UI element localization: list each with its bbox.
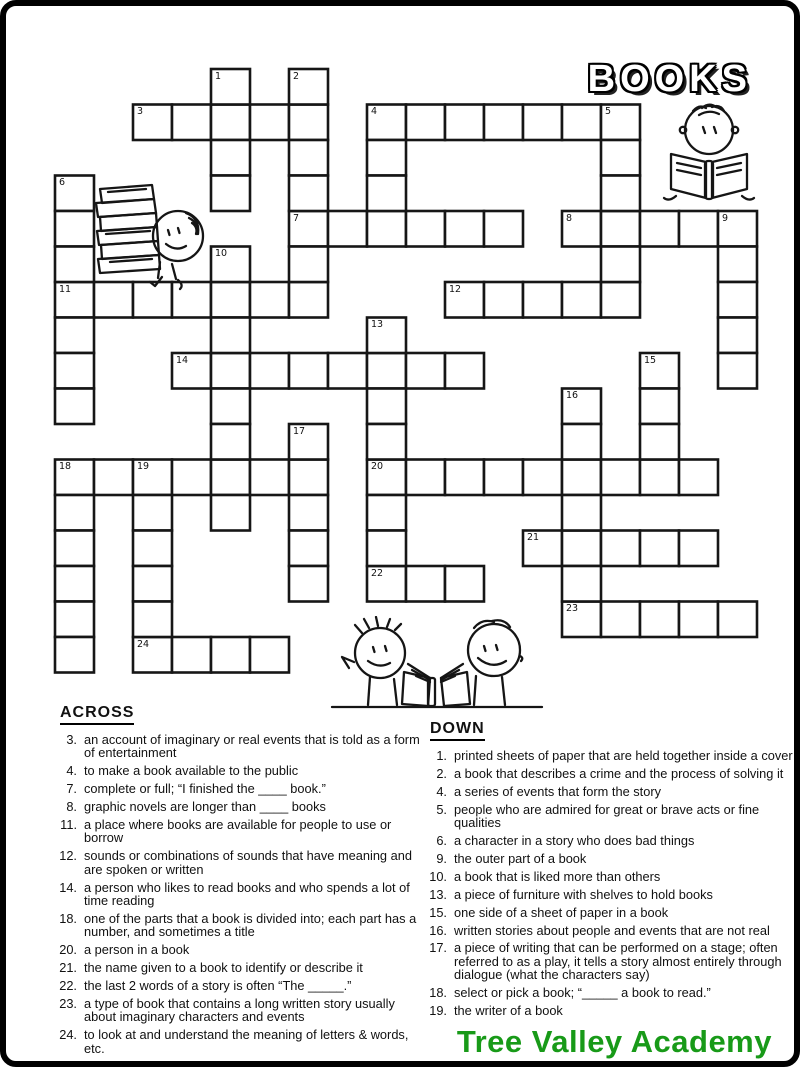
clue-item [428, 803, 796, 830]
cell-number: 18 [59, 461, 72, 472]
clue-number: 15. [429, 904, 447, 920]
grid-cell[interactable] [55, 637, 94, 673]
grid-cell[interactable] [367, 424, 406, 460]
clue-text: complete or full; “I finished the ____ book.” [84, 781, 326, 797]
clue-text: a type of book that contains a long written story usually about imaginary characters and events [84, 996, 395, 1025]
grid-cell[interactable] [718, 247, 757, 283]
grid-cell[interactable] [55, 602, 94, 638]
clue-item [58, 961, 422, 974]
grid-cell[interactable] [445, 460, 484, 496]
clue-text: a piece of furniture with shelves to hold books [454, 886, 713, 902]
down-header: DOWN [430, 721, 485, 741]
clue-number: 10. [429, 868, 447, 884]
clue-number: 24. [59, 1027, 77, 1043]
grid-cell[interactable] [289, 566, 328, 602]
grid-cell[interactable] [601, 531, 640, 567]
grid-cell[interactable] [55, 389, 94, 425]
grid-cell[interactable] [640, 531, 679, 567]
clue-item [428, 852, 796, 865]
clue-number: 11. [60, 816, 77, 832]
grid-cell[interactable] [55, 495, 94, 531]
grid-cell[interactable] [679, 531, 718, 567]
grid-cell[interactable] [172, 460, 211, 496]
clue-number: 3. [66, 731, 77, 747]
grid-cell[interactable] [601, 211, 640, 247]
grid-cell[interactable] [211, 389, 250, 425]
down-clue-list [428, 749, 796, 1018]
clue-number: 8. [66, 798, 77, 814]
clue-text: the outer part of a book [454, 850, 587, 866]
grid-cell[interactable] [640, 211, 679, 247]
clue-item [428, 834, 796, 847]
grid-cell[interactable] [211, 176, 250, 212]
clue-text: written stories about people and events that are not real [454, 922, 770, 938]
grid-cell[interactable] [562, 495, 601, 531]
cell-number: 16 [566, 390, 579, 401]
across-clues-section [58, 705, 422, 1060]
cell-number: 1 [215, 70, 222, 82]
grid-cell[interactable] [289, 176, 328, 212]
clue-number: 18. [429, 985, 447, 1001]
grid-cell[interactable] [367, 389, 406, 425]
clue-item [58, 881, 422, 908]
grid-cell[interactable] [562, 531, 601, 567]
cell-number: 23 [566, 603, 579, 614]
grid-cell[interactable] [211, 637, 250, 673]
grid-cell[interactable] [211, 460, 250, 496]
grid-cell[interactable] [55, 318, 94, 354]
clue-item [428, 870, 796, 883]
grid-cell[interactable] [367, 140, 406, 176]
grid-cell[interactable] [133, 566, 172, 602]
cell-number: 4 [371, 106, 378, 117]
grid-cell[interactable] [211, 318, 250, 354]
clue-text: an account of imaginary or real events that is told as a form of entertainment [84, 731, 420, 761]
clue-number: 17. [429, 940, 447, 956]
clue-item [58, 1028, 422, 1055]
grid-cell[interactable] [445, 566, 484, 602]
grid-cell[interactable] [679, 460, 718, 496]
cell-number: 7 [293, 212, 300, 224]
grid-cell[interactable] [562, 566, 601, 602]
grid-cell[interactable] [55, 566, 94, 602]
clue-item [428, 941, 796, 981]
clue-text: the last 2 words of a story is often “The _____.” [84, 978, 352, 994]
clue-text: a character in a story who does bad things [454, 832, 695, 848]
clue-number: 21. [59, 960, 77, 976]
cell-number: 12 [449, 283, 462, 295]
clue-item [58, 849, 422, 876]
grid-cell[interactable] [406, 460, 445, 496]
clue-text: a book that describes a crime and the process of solving it [454, 765, 784, 781]
clue-item [428, 906, 796, 919]
grid-cell[interactable] [445, 211, 484, 247]
grid-cell[interactable] [289, 105, 328, 141]
clue-number: 5. [436, 801, 447, 817]
grid-cell[interactable] [133, 602, 172, 638]
cell-number: 2 [293, 70, 300, 82]
grid-cell[interactable] [250, 460, 289, 496]
clue-text: a person in a book [84, 942, 190, 958]
clue-text: the writer of a book [454, 1003, 563, 1019]
grid-cell[interactable] [367, 176, 406, 212]
grid-cell[interactable] [445, 353, 484, 389]
grid-cell[interactable] [289, 460, 328, 496]
grid-cell[interactable] [133, 531, 172, 567]
grid-cell[interactable] [679, 211, 718, 247]
grid-cell[interactable] [211, 105, 250, 141]
grid-cell[interactable] [640, 602, 679, 638]
grid-cell[interactable] [289, 140, 328, 176]
grid-cell[interactable] [250, 637, 289, 673]
grid-cell[interactable] [289, 247, 328, 283]
cell-number: 21 [527, 532, 540, 543]
grid-cell[interactable] [250, 282, 289, 318]
clue-number: 2. [436, 765, 447, 781]
brand-footer: Tree Valley Academy [456, 1024, 772, 1059]
grid-cell[interactable] [484, 282, 523, 318]
grid-cell[interactable] [406, 211, 445, 247]
grid-cell[interactable] [406, 566, 445, 602]
clue-item [428, 767, 796, 780]
clue-item [58, 800, 422, 813]
grid-cell[interactable] [289, 353, 328, 389]
clue-item [428, 986, 796, 999]
grid-cell[interactable] [640, 460, 679, 496]
grid-cell[interactable] [250, 353, 289, 389]
clue-number: 9. [436, 850, 447, 866]
clue-number: 13. [429, 886, 447, 902]
cell-number: 11 [59, 283, 72, 295]
clue-item [58, 733, 422, 760]
grid-cell[interactable] [484, 105, 523, 141]
grid-cell[interactable] [289, 495, 328, 531]
two-kids-reading-illustration [324, 616, 550, 712]
cell-number: 10 [215, 248, 228, 259]
clue-number: 16. [429, 922, 447, 938]
grid-cell[interactable] [328, 211, 367, 247]
grid-cell[interactable] [601, 247, 640, 283]
grid-cell[interactable] [562, 105, 601, 141]
grid-cell[interactable] [211, 282, 250, 318]
grid-cell[interactable] [211, 353, 250, 389]
across-header: ACROSS [60, 705, 134, 725]
clue-number: 7. [66, 781, 77, 797]
cell-number: 20 [371, 461, 384, 472]
clue-item [58, 997, 422, 1024]
grid-cell[interactable] [601, 460, 640, 496]
grid-cell[interactable] [640, 424, 679, 460]
down-clues-section [428, 721, 796, 1022]
clue-text: select or pick a book; “_____ a book to read.” [454, 985, 711, 1001]
grid-cell[interactable] [211, 424, 250, 460]
grid-cell[interactable] [640, 389, 679, 425]
clue-item [58, 782, 422, 795]
cell-number: 17 [293, 425, 306, 437]
clue-number: 22. [59, 978, 77, 994]
clue-text: graphic novels are longer than ____ books [84, 798, 326, 814]
cell-number: 15 [644, 354, 657, 366]
clue-item [428, 1004, 796, 1017]
grid-cell[interactable] [172, 637, 211, 673]
clue-number: 6. [436, 832, 447, 848]
grid-cell[interactable] [601, 140, 640, 176]
clue-item [58, 764, 422, 777]
clue-text: one side of a sheet of paper in a book [454, 904, 669, 920]
cell-number: 3 [137, 106, 144, 117]
grid-cell[interactable] [406, 353, 445, 389]
clue-text: a piece of writing that can be performed on a stage; often referred to as a play, it tells a story almost entirely through dialogue (what the characters say) [454, 940, 782, 983]
clue-text: the name given to a book to identify or describe it [84, 960, 363, 976]
clue-text: printed sheets of paper that are held together inside a cover [454, 747, 793, 763]
clue-text: to make a book available to the public [84, 763, 299, 779]
clue-item [428, 924, 796, 937]
grid-cell[interactable] [55, 353, 94, 389]
page-title: BOOKS [587, 58, 752, 100]
clue-text: sounds or combinations of sounds that have meaning and are spoken or written [84, 848, 412, 877]
clue-item [58, 912, 422, 939]
cell-number: 14 [176, 354, 189, 366]
cell-number: 13 [371, 319, 384, 330]
clue-text: to look at and understand the meaning of letters & words, etc. [84, 1027, 409, 1056]
grid-cell[interactable] [679, 602, 718, 638]
grid-cell[interactable] [718, 353, 757, 389]
clue-text: a person who likes to read books and who spends a lot of time reading [84, 879, 410, 909]
grid-cell[interactable] [367, 531, 406, 567]
grid-cell[interactable] [172, 105, 211, 141]
cell-number: 9 [722, 212, 729, 224]
clue-number: 4. [436, 783, 447, 799]
clue-number: 14. [59, 879, 77, 895]
clue-item [428, 749, 796, 762]
grid-cell[interactable] [484, 211, 523, 247]
grid-cell[interactable] [367, 495, 406, 531]
grid-cell[interactable] [250, 105, 289, 141]
grid-cell[interactable] [367, 211, 406, 247]
clue-number: 1. [436, 747, 447, 763]
kid-carrying-books-illustration [86, 176, 210, 292]
clue-text: a book that is liked more than others [454, 868, 661, 884]
grid-cell[interactable] [211, 140, 250, 176]
clue-number: 18. [59, 910, 77, 926]
cell-number: 8 [566, 212, 573, 224]
cell-number: 6 [59, 177, 66, 188]
clue-number: 20. [59, 942, 77, 958]
cell-number: 5 [605, 106, 612, 117]
grid-cell[interactable] [94, 460, 133, 496]
grid-cell[interactable] [523, 105, 562, 141]
clue-item [58, 943, 422, 956]
clue-text: a series of events that form the story [454, 783, 661, 799]
grid-cell[interactable] [601, 176, 640, 212]
grid-cell[interactable] [445, 105, 484, 141]
grid-cell[interactable] [133, 495, 172, 531]
grid-cell[interactable] [718, 602, 757, 638]
clue-item [58, 818, 422, 845]
clue-number: 19. [429, 1003, 447, 1019]
clue-text: one of the parts that a book is divided into; each part has a number, and sometimes a title [84, 910, 417, 940]
cell-number: 22 [371, 567, 384, 579]
clue-text: a place where books are available for people to use or borrow [84, 816, 392, 846]
grid-cell[interactable] [562, 282, 601, 318]
clue-item [428, 785, 796, 798]
grid-cell[interactable] [562, 424, 601, 460]
clue-item [428, 888, 796, 901]
grid-cell[interactable] [484, 460, 523, 496]
clue-number: 12. [59, 848, 77, 864]
grid-cell[interactable] [523, 460, 562, 496]
grid-cell[interactable] [523, 282, 562, 318]
grid-cell[interactable] [367, 353, 406, 389]
across-clue-list [58, 733, 422, 1055]
grid-cell[interactable] [328, 353, 367, 389]
grid-cell[interactable] [211, 495, 250, 531]
cell-number: 19 [137, 461, 150, 472]
grid-cell[interactable] [289, 531, 328, 567]
grid-cell[interactable] [562, 460, 601, 496]
grid-cell[interactable] [718, 282, 757, 318]
clue-item [58, 979, 422, 992]
cell-number: 24 [137, 638, 150, 650]
clue-text: people who are admired for great or brave acts or fine qualities [454, 801, 760, 830]
boy-reading-illustration [652, 100, 766, 206]
grid-cell[interactable] [55, 531, 94, 567]
grid-cell[interactable] [601, 602, 640, 638]
grid-cell[interactable] [601, 282, 640, 318]
clue-number: 23. [59, 996, 77, 1012]
grid-cell[interactable] [289, 282, 328, 318]
grid-cell[interactable] [406, 105, 445, 141]
grid-cell[interactable] [718, 318, 757, 354]
clue-number: 4. [66, 763, 77, 779]
